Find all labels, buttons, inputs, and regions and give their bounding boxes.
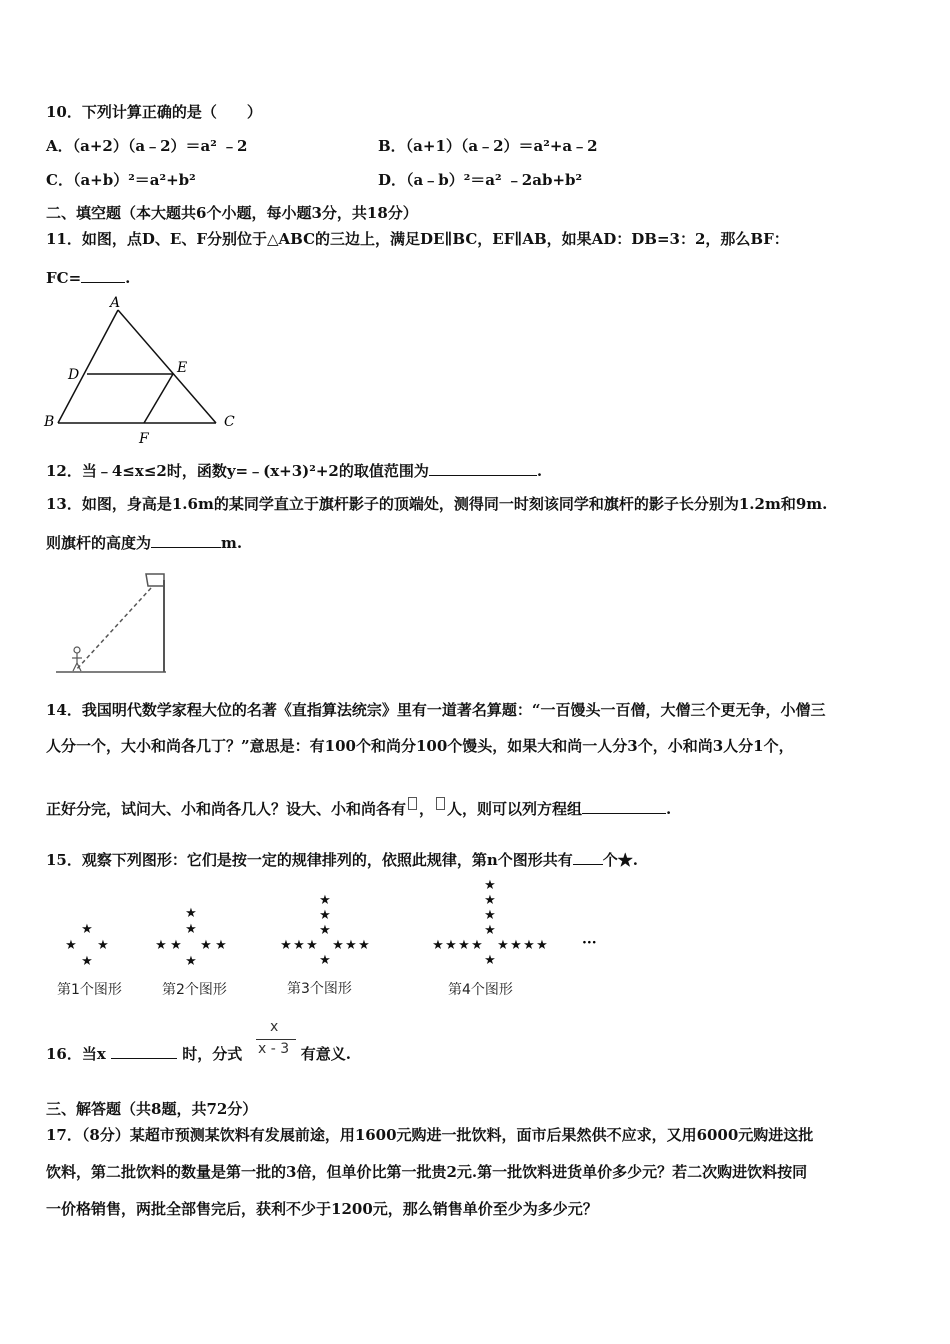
q12-text: 12．当﹣4≤x≤2时，函数y=﹣(x+3)²+2的取值范围为 [46,462,429,480]
q15-line [46,848,638,870]
q14-line3 [46,797,671,819]
q10-option-d: D．（a﹣b）²＝a² ﹣2ab+b² [378,171,583,189]
q11-answer-blank[interactable] [81,266,125,283]
segment-ef [144,374,173,423]
q14-answer-blank[interactable] [582,797,666,814]
star-fig4-left: ★ [458,938,470,953]
fraction-denominator: x - 3 [258,1041,290,1057]
q13-line2 [46,531,242,553]
caption-figure-4: 第4个图形 [448,982,513,998]
q11-fc-label: FC= [46,269,82,287]
flagpole-figure [50,566,180,678]
star-fig2-top: ★ [185,906,197,921]
q14-period: . [666,800,672,818]
star-fig2-right: ★ [215,938,227,953]
q12-period: . [536,462,543,480]
star-fig1-left: ★ [65,938,77,953]
star-fig1-right: ★ [97,938,109,953]
star-fig2-top: ★ [185,922,197,937]
q12-answer-blank[interactable] [429,459,537,476]
star-fig4-right: ★ [510,938,522,953]
star-fig4-bottom: ★ [484,953,496,968]
star-fig2-left: ★ [170,938,182,953]
section-2-heading: 二、填空题（本大题共6个小题，每小题3分，共18分） [46,204,418,222]
star-fig4-top: ★ [484,923,496,938]
star-fig2-left: ★ [155,938,167,953]
q10-stem: 10．下列计算正确的是（ ） [46,103,262,121]
vertex-label-f: F [139,431,149,447]
star-fig4-right: ★ [497,938,509,953]
student-leg-left [73,663,77,671]
q11-period: . [125,269,131,287]
star-fig1-bottom: ★ [81,954,93,969]
star-fig4-top: ★ [484,878,496,893]
q14-text-a: 正好分完，试问大、小和尚各几人？设大、小和尚各有 [46,800,407,818]
vertex-label-a: A [110,295,121,311]
fraction-bar [256,1039,296,1040]
triangle-side-ab [58,310,118,423]
q16-answer-blank[interactable] [111,1042,177,1059]
q10-option-a: A．（a+2）（a﹣2）＝a² ﹣2 [46,137,248,155]
star-fig3-bottom: ★ [319,953,331,968]
q17-line3: 一价格销售，两批全部售完后，获利不少于1200元，那么销售单价至少为多少元？ [46,1200,598,1218]
star-fig2-right: ★ [200,938,212,953]
q15-suffix: 个★. [602,851,639,869]
missing-glyph-x [408,797,417,810]
star-fig3-right: ★ [332,938,344,953]
student-head [74,647,80,653]
star-fig4-left: ★ [445,938,457,953]
star-fig3-top: ★ [319,908,331,923]
q16-fraction-label: 时，分式 [182,1045,243,1063]
star-fig1-top: ★ [81,922,93,937]
q17-line2: 饮料，第二批饮料的数量是第一批的3倍，但单价比第一批贵2元.第一批饮料进货单价多少元？若二次购进饮料按同 [46,1163,808,1181]
star-fig3-left: ★ [280,938,292,953]
q15-text: 15．观察下列图形：它们是按一定的规律排列的，依照此规律，第n个图形共有 [46,851,573,869]
star-fig3-left: ★ [306,938,318,953]
caption-figure-1: 第1个图形 [57,982,122,998]
sun-ray-dashed [76,588,151,670]
q15-answer-blank[interactable] [573,848,603,865]
q13-answer-blank[interactable] [151,531,221,548]
ellipsis: ··· [582,935,597,951]
star-fig3-left: ★ [293,938,305,953]
section-3-heading: 三、解答题（共8题，共72分） [46,1100,258,1118]
q11-line2 [46,266,130,288]
q10-option-c: C．（a+b）²＝a²+b² [46,171,196,189]
q14-line1: 14．我国明代数学家程大位的名著《直指算法统宗》里有一道著名算题：“一百馒头一百僧，大僧三个更无争，小僧三 [46,701,826,719]
caption-figure-2: 第2个图形 [162,982,227,998]
star-fig4-left: ★ [432,938,444,953]
q14-comma: ， [419,800,435,818]
q13-text: 则旗杆的高度为 [46,534,152,552]
star-fig3-right: ★ [358,938,370,953]
q13-line1: 13．如图，身高是1.6m的某同学直立于旗杆影子的顶端处，测得同一时刻该同学和旗杆的影子长分别为1.2m和9m. [46,495,828,513]
vertex-label-e: E [177,360,188,376]
q16-suffix: 有意义. [300,1045,352,1063]
student-leg-right [77,663,81,671]
star-fig4-right: ★ [523,938,535,953]
q17-line1: 17．（8分）某超市预测某饮料有发展前途，用1600元购进一批饮料，面市后果然供不应求，又用6000元购进这批 [46,1126,814,1144]
flag [146,574,164,586]
q14-text-c: 人，则可以列方程组 [447,800,583,818]
q12-line [46,459,542,481]
caption-figure-3: 第3个图形 [287,981,352,997]
vertex-label-c: C [224,414,235,430]
star-fig3-top: ★ [319,923,331,938]
q10-option-b: B．（a+1）（a﹣2）＝a²+a﹣2 [378,137,598,155]
star-fig4-left: ★ [471,938,483,953]
q14-line2: 人分一个，大小和尚各几丁？”意思是：有100个和尚分100个馒头，如果大和尚一人分3个，小和尚3人分1个， [46,737,794,755]
triangle-side-ac [118,310,216,423]
fraction-numerator: x [270,1019,279,1035]
q13-unit: m. [221,534,243,552]
star-fig3-right: ★ [345,938,357,953]
missing-glyph-y [436,797,445,810]
star-fig2-bottom: ★ [185,954,197,969]
q16-line [46,1042,351,1064]
vertex-label-d: D [68,367,80,383]
star-pattern-figure [0,872,640,972]
q16-text: 16．当x [46,1045,106,1063]
star-fig4-top: ★ [484,893,496,908]
star-fig4-right: ★ [536,938,548,953]
star-fig4-top: ★ [484,908,496,923]
q11-line1: 11．如图，点D、E、F分别位于△ABC的三边上，满足DE∥BC，EF∥AB，如果AD：DB=3：2，那么BF： [46,230,789,248]
star-fig3-top: ★ [319,893,331,908]
vertex-label-b: B [44,414,55,430]
triangle-figure [40,292,250,452]
